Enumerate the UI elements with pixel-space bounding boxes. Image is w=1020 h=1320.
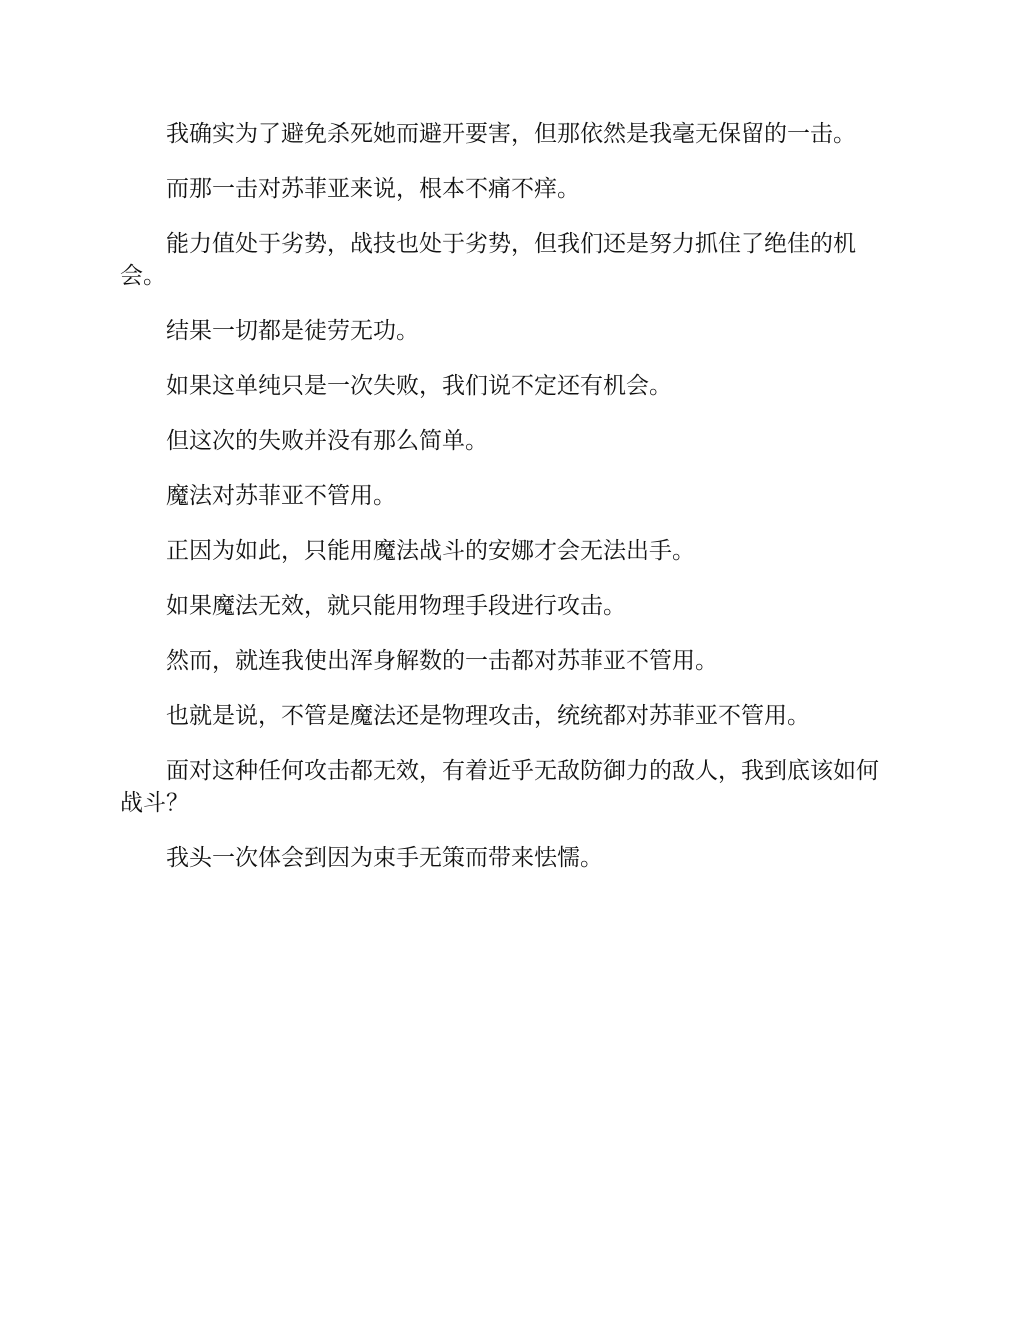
paragraph: 我头一次体会到因为束手无策而带来怯懦。	[166, 845, 603, 871]
paragraph: 我确实为了避免杀死她而避开要害，但那依然是我毫无保留的一击。	[166, 121, 856, 147]
paragraph: 面对这种任何攻击都无效，有着近乎无敌防御力的敌人，我到底该如何战斗？	[120, 758, 879, 816]
paragraph: 魔法对苏菲亚不管用。	[166, 483, 396, 509]
paragraph: 也就是说，不管是魔法还是物理攻击，统统都对苏菲亚不管用。	[166, 703, 810, 729]
paragraph: 正因为如此，只能用魔法战斗的安娜才会无法出手。	[166, 538, 695, 564]
paragraph: 然而，就连我使出浑身解数的一击都对苏菲亚不管用。	[166, 648, 718, 674]
paragraph: 如果这单纯只是一次失败，我们说不定还有机会。	[166, 373, 672, 399]
paragraph: 能力值处于劣势，战技也处于劣势，但我们还是努力抓住了绝佳的机会。	[120, 231, 856, 289]
paragraph: 结果一切都是徒劳无功。	[166, 318, 419, 344]
paragraph: 而那一击对苏菲亚来说，根本不痛不痒。	[166, 176, 580, 202]
paragraph: 但这次的失败并没有那么简单。	[166, 428, 488, 454]
paragraph: 如果魔法无效，就只能用物理手段进行攻击。	[166, 593, 626, 619]
document-body	[120, 118, 900, 897]
